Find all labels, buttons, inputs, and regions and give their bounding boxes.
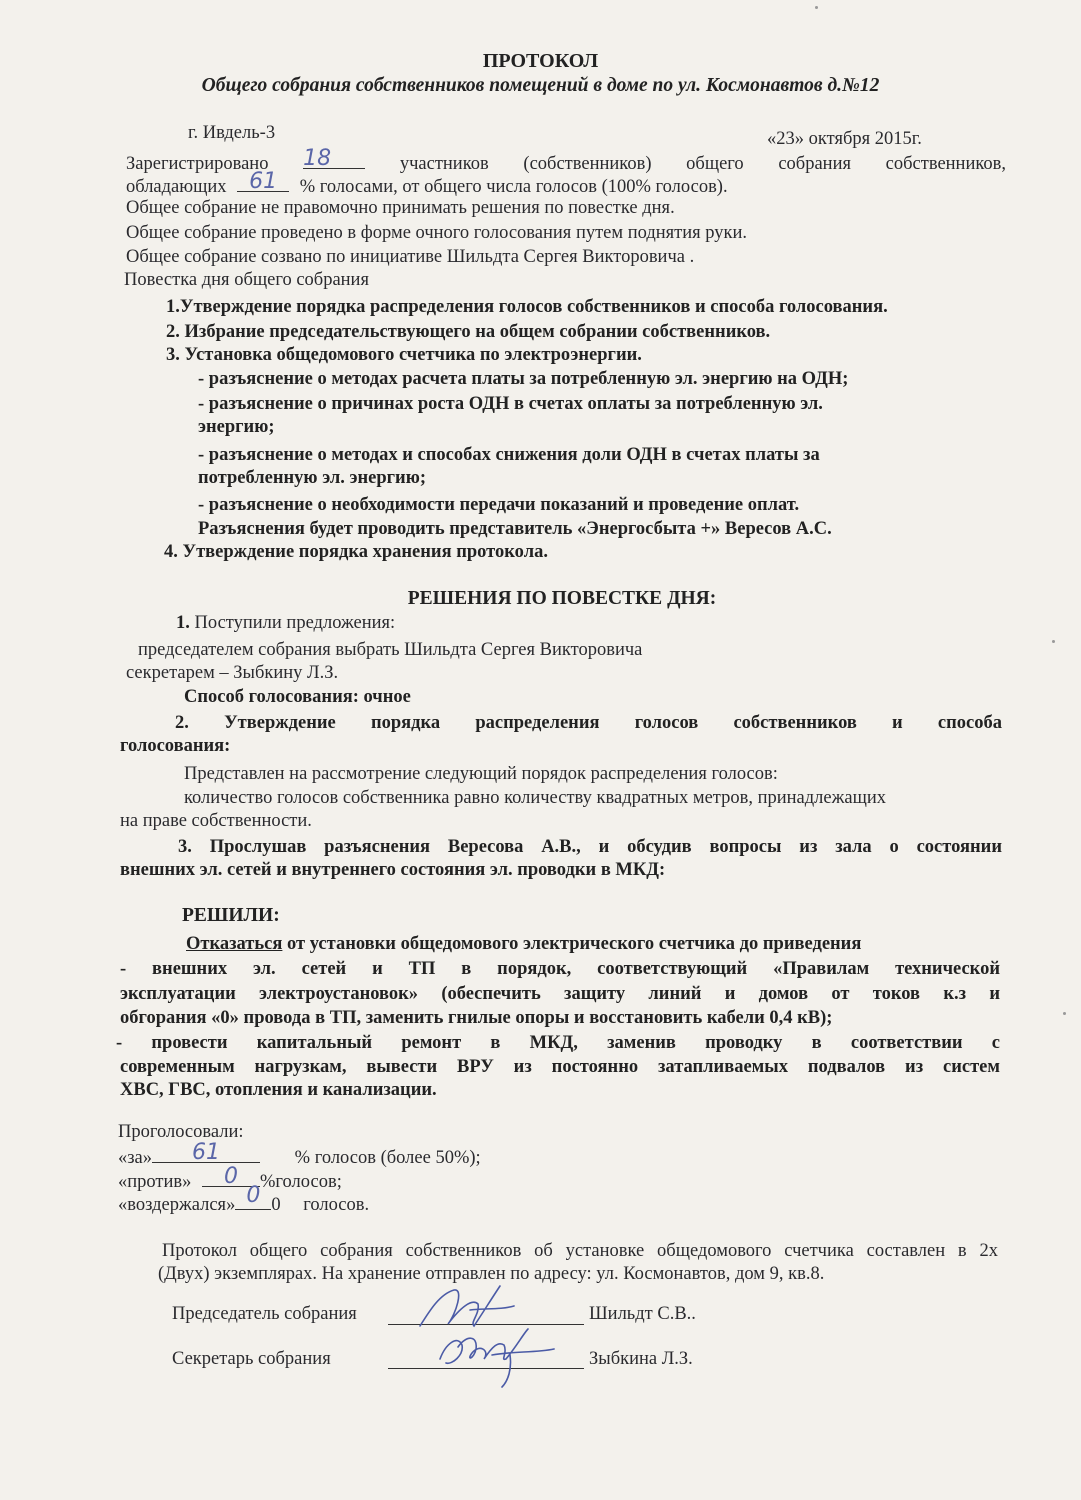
resolved-heading: РЕШИЛИ: xyxy=(182,905,280,926)
decision-1 xyxy=(176,612,395,634)
vote-abstain-field xyxy=(235,1183,271,1210)
vote-against-row xyxy=(118,1164,342,1193)
agenda-sub-4: - разъяснение о необходимости передачи показаний и проведение оплат. xyxy=(198,495,800,515)
document-title: ПРОТОКОЛ xyxy=(482,50,599,72)
resolved-line-3: эксплуатации электроустановок» (обеспечить защиту линий и домов от токов к.з и xyxy=(120,984,1000,1004)
decision-2: 2. Утверждение порядка распределения голосов собственников и способа xyxy=(175,713,1002,733)
vote-for-row xyxy=(118,1140,481,1169)
storage-line-2: (Двух) экземплярах. На хранение отправлен по адресу: ул. Космонавтов, дом 9, кв.8. xyxy=(158,1264,825,1284)
agenda-sub-3-cont: потребленную эл. энергию; xyxy=(198,468,426,488)
resolved-line-5: - провести капитальный ремонт в МКД, заменив проводку в соответствии с xyxy=(116,1033,1000,1053)
vote-abstain-row xyxy=(118,1183,370,1216)
vote-for-label: «за» xyxy=(118,1148,153,1168)
registration-text: участников (собственников) общего собрания собственников, xyxy=(399,154,1007,174)
chair-name: Шильдт С.В.. xyxy=(589,1304,696,1324)
vote-for-value: 61 xyxy=(192,1140,221,1165)
participants-field xyxy=(303,146,365,171)
vote-against-label: «против» xyxy=(118,1172,192,1192)
agenda-sub-2-cont: энергию; xyxy=(198,417,275,437)
decision-3: 3. Прослушав разъяснения Вересова А.В., и обсудив вопросы из зала о состоянии xyxy=(178,837,1002,857)
decision-2-p2: количество голосов собственника равно количеству квадратных метров, принадлежащих xyxy=(184,788,886,808)
decisions-heading: РЕШЕНИЯ ПО ПОВЕСТКЕ ДНЯ: xyxy=(407,588,717,609)
decision-2-p1: Представлен на рассмотрение следующий порядок распределения голосов: xyxy=(184,764,778,784)
vote-for-field xyxy=(152,1140,260,1165)
refuse-word: Отказаться xyxy=(186,934,283,954)
vote-for-suffix: % голосов (более 50%); xyxy=(294,1148,481,1168)
decision-1-method: Способ голосования: очное xyxy=(184,687,411,707)
agenda-sub-3: - разъяснение о методах и способах снижения доли ОДН в счетах платы за xyxy=(198,445,820,465)
decision-2-p2-cont: на праве собственности. xyxy=(120,811,312,831)
decision-1-secretary: секретарем – Зыбкину Л.З. xyxy=(126,663,339,683)
secretary-signature xyxy=(432,1325,562,1395)
resolved-line-1-rest: от установки общедомового электрического счетчика до приведения xyxy=(282,934,862,954)
percent-field xyxy=(237,169,289,194)
decision-1-number: 1. xyxy=(176,613,190,633)
votes-text: % голосами, от общего числа голосов (100% голосов). xyxy=(299,177,728,197)
agenda-item-4: 4. Утверждение порядка хранения протокола. xyxy=(164,542,548,562)
vote-abstain-value: 0 xyxy=(246,1183,261,1208)
secretary-name: Зыбкина Л.З. xyxy=(589,1349,693,1369)
decision-2-cont: голосования: xyxy=(120,736,231,756)
resolved-line-2: - внешних эл. сетей и ТП в порядок, соответствующий «Правилам технической xyxy=(120,959,1000,979)
vote-abstain-suffix: голосов. xyxy=(303,1195,370,1215)
registration-line-2 xyxy=(126,169,728,198)
intro-quorum: Общее собрание не правомочно принимать решения по повестке дня. xyxy=(126,198,675,218)
resolved-line-1 xyxy=(186,933,861,955)
scan-speck xyxy=(815,6,818,9)
agenda-heading: Повестка дня общего собрания xyxy=(124,270,369,290)
resolved-line-7: ХВС, ГВС, отопления и канализации. xyxy=(120,1080,437,1100)
percent-value: 61 xyxy=(249,169,278,194)
vote-abstain-label: «воздержался» xyxy=(118,1195,236,1215)
vote-abstain-printed: 0 xyxy=(271,1195,281,1215)
chair-label: Председатель собрания xyxy=(172,1304,357,1324)
decision-1-chair: председателем собрания выбрать Шильдта Сергея Викторовича xyxy=(138,640,643,660)
decision-3-cont: внешних эл. сетей и внутреннего состояния эл. проводки в МКД: xyxy=(120,860,666,880)
vote-against-suffix: %голосов; xyxy=(260,1172,342,1192)
registration-label: Зарегистрировано xyxy=(126,154,269,174)
agenda-item-1: 1.Утверждение порядка распределения голосов собственников и способа голосования. xyxy=(166,297,888,317)
voting-heading: Проголосовали: xyxy=(118,1122,244,1142)
scan-speck xyxy=(1052,640,1055,643)
agenda-item-3: 3. Установка общедомового счетчика по электроэнергии. xyxy=(166,345,642,365)
agenda-speaker: Разъяснения будет проводить представитель «Энергосбыта +» Вересов А.С. xyxy=(198,519,832,539)
participants-count: 18 xyxy=(303,146,332,171)
agenda-sub-1: - разъяснение о методах расчета платы за потребленную эл. энергию на ОДН; xyxy=(198,369,849,389)
document-subtitle: Общего собрания собственников помещений в доме по ул. Космонавтов д.№12 xyxy=(201,75,880,96)
decision-1-text: Поступили предложения: xyxy=(189,613,396,633)
owning-label: обладающих xyxy=(126,177,227,197)
intro-form: Общее собрание проведено в форме очного голосования путем поднятия руки. xyxy=(126,223,748,243)
resolved-line-4: обгорания «0» провода в ТП, заменить гнилые опоры и восстановить кабели 0,4 кВ); xyxy=(120,1008,833,1028)
secretary-label: Секретарь собрания xyxy=(172,1349,331,1369)
date: «23» октября 2015г. xyxy=(767,129,922,149)
intro-initiator: Общее собрание созвано по инициативе Шильдта Сергея Викторовича . xyxy=(126,247,695,267)
vote-against-value: 0 xyxy=(224,1164,239,1189)
place: г. Ивдель-3 xyxy=(188,123,276,143)
scan-speck xyxy=(1063,1012,1066,1015)
storage-line-1: Протокол общего собрания собственников об установке общедомового счетчика составлен в 2х xyxy=(162,1241,998,1261)
agenda-item-2: 2. Избрание председательствующего на общем собрании собственников. xyxy=(166,322,771,342)
agenda-sub-2: - разъяснение о причинах роста ОДН в счетах оплаты за потребленную эл. xyxy=(198,394,823,414)
resolved-line-6: современным нагрузкам, вывести ВРУ из постоянно затапливаемых подвалов из систем xyxy=(120,1057,1000,1077)
